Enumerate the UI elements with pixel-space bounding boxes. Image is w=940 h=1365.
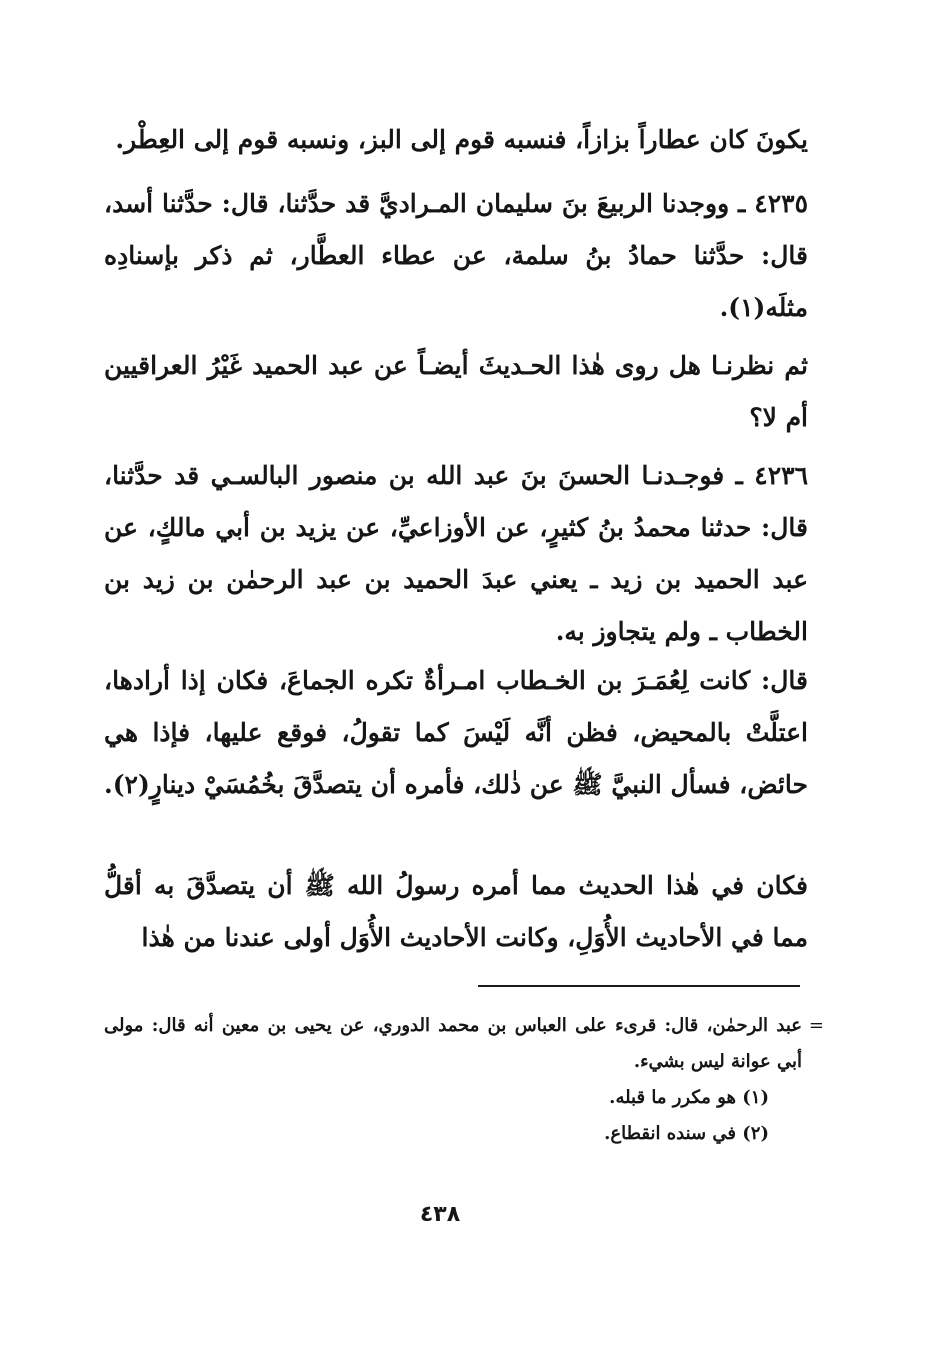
- paragraph-continuation: يكونَ كان عطاراً بزازاً، فنسبه قوم إلى البز، ونسبه قوم إلى العِطْر.: [115, 125, 808, 154]
- paragraph-commentary-2: فكان في هٰذا الحديث مما أمره رسولُ الله ﷺ أن يتصدَّقَ به أقلُّ مما في الأحاديث الأُوَلِ، وكانت الأحاديث الأُوَل أولى عندنا من هٰذا: [104, 871, 808, 952]
- paragraph-hadith-4236: ٤٢٣٦ ـ فوجـدنـا الحسنَ بنَ عبد الله بن منصور البالسـي قد حدَّثنا، قال: حدثنا محمدُ بنُ كثيرٍ، عن الأوزاعيِّ، عن يزيد بن أبي مالكٍ، عن عبد الحميد بن زيد ـ يعني عبدَ الحميد بن عبد الرحمٰن بن زيد بن الخطاب ـ ولم يتجاوز به.: [104, 461, 808, 646]
- footnote-2: (٢) في سنده انقطاع.: [604, 1123, 769, 1144]
- footnote-1: (١) هو مكرر ما قبله.: [609, 1087, 769, 1108]
- footnote-continuation-text: عبد الرحمٰن، قال: قرىء على العباس بن محمد الدوري، عن يحيى بن معين أنه قال: مولى أبي عوانة ليس بشيء.: [104, 1015, 802, 1072]
- footnotes-section: [104, 1008, 824, 1152]
- footnote-continuation: [104, 1008, 824, 1080]
- footnote-divider: [478, 985, 800, 987]
- page-number: ٤٣٨: [419, 1202, 461, 1227]
- paragraph-hadith-4235: ٤٢٣٥ ـ ووجدنا الربيعَ بنَ سليمان المـراديَّ قد حدَّثنا، قال: حدَّثنا أسد، قال: حدَّثنا حمادُ بنُ سلمة، عن عطاء العطَّار، ثم ذكر بإسنادِه مثلَه(١).: [104, 189, 808, 322]
- paragraph-hadith-text: قال: كانت لِعُمَـرَ بن الخـطاب امـرأةٌ تكره الجماعَ، فكان إذا أرادها، اعتلَّتْ بالمحيض، فظن أنَّه لَيْسَ كما تقولُ، فوقع عليها، فإذا هي حائض، فسأل النبيَّ ﷺ عن ذٰلك، فأمره أن يتصدَّقَ بخُمُسَيْ دينارٍ(٢).: [103, 666, 808, 799]
- continuation-marker: =: [808, 1015, 824, 1036]
- paragraph-commentary-1: ثم نظرنـا هل روى هٰذا الحـديثَ أيضـاً عن عبد الحميد غَيْرُ العراقيين أم لا؟: [104, 351, 808, 432]
